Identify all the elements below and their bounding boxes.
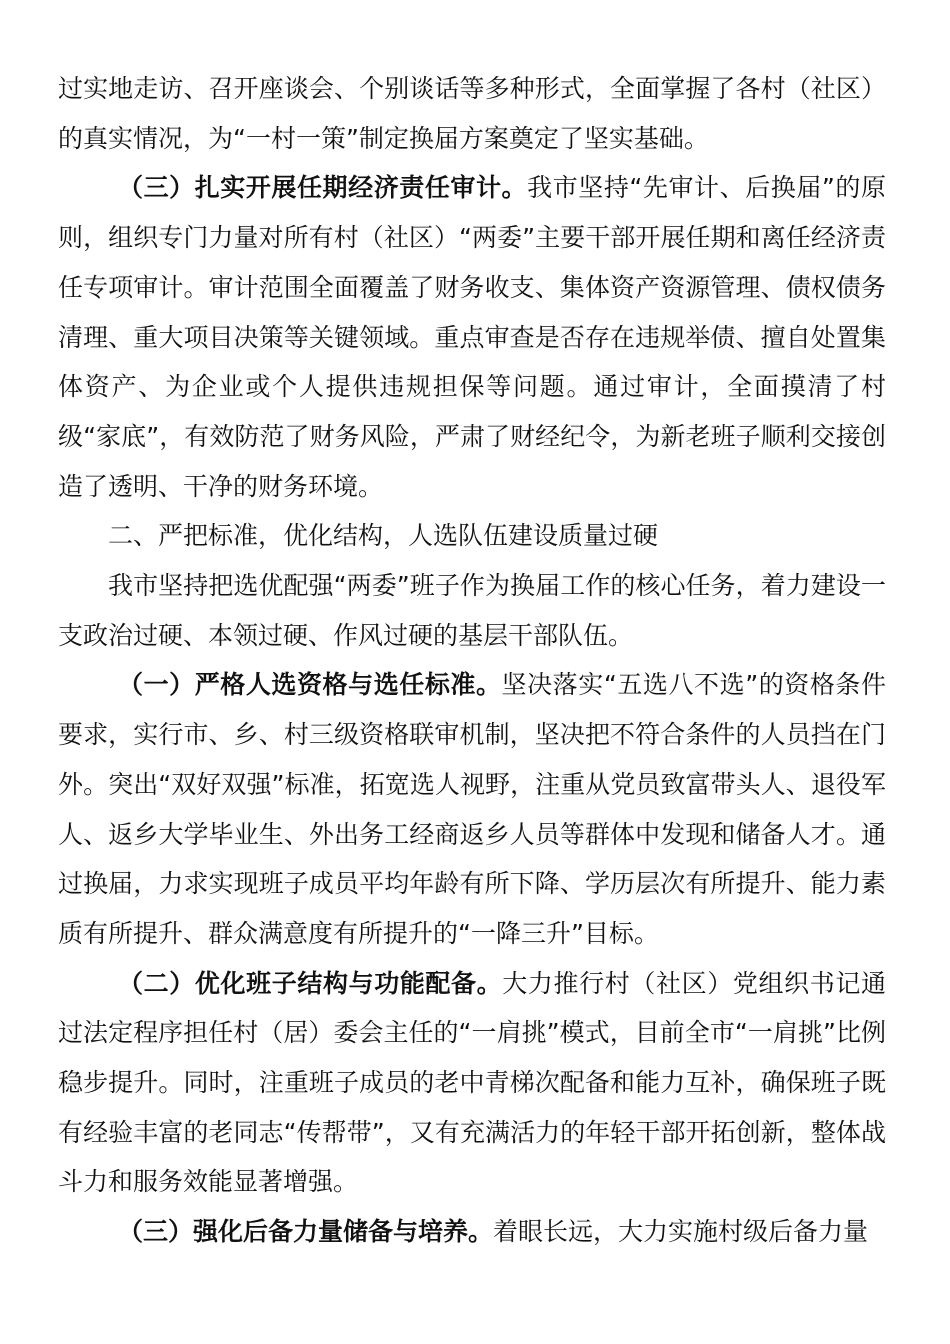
paragraph-reserve: [58, 1207, 886, 1257]
paragraph-audit: [58, 163, 886, 511]
paragraph-chapter-intro: 我市坚持把选优配强“两委”班子作为换届工作的核心任务，着力建设一支政治过硬、本领过硬、作风过硬的基层干部队伍。: [58, 571, 886, 650]
chapter-heading-two: 二、严把标准，优化结构，人选队伍建设质量过硬: [108, 521, 659, 551]
document-page: [58, 64, 886, 1257]
section-body-reserve: 着眼长远，大力实施村级后备力量: [493, 1217, 869, 1247]
section-heading-structure: （二）优化班子结构与功能配备。: [118, 968, 503, 998]
paragraph-structure: [58, 959, 886, 1208]
paragraph-qualification: [58, 660, 886, 958]
section-body-structure: 大力推行村（社区）党组织书记通过法定程序担任村（居）委会主任的“一肩挑”模式，目前全市“一肩挑”比例稳步提升。同时，注重班子成员的老中青梯次配备和能力互补，确保班子既有经验丰富的老同志“传帮带”，又有充满活力的年轻干部开拓创新，整体战斗力和服务效能显著增强。: [58, 968, 886, 1197]
section-heading-audit: （三）扎实开展任期经济责任审计。: [118, 173, 528, 203]
paragraph-continuation: 过实地走访、召开座谈会、个别谈话等多种形式，全面掌握了各村（社区）的真实情况，为“一村一策”制定换届方案奠定了坚实基础。: [58, 74, 886, 153]
section-body-audit: 我市坚持“先审计、后换届”的原则，组织专门力量对所有村（社区）“两委”主要干部开展任期和离任经济责任专项审计。审计范围全面覆盖了财务收支、集体资产资源管理、债权债务清理、重大项目决策等关键领域。重点审查是否存在违规举债、擅自处置集体资产、为企业或个人提供违规担保等问题。通过审计，全面摸清了村级“家底”，有效防范了财务风险，严肃了财经纪令，为新老班子顺利交接创造了透明、干净的财务环境。: [58, 173, 886, 501]
section-body-qualification: 坚决落实“五选八不选”的资格条件要求，实行市、乡、村三级资格联审机制，坚决把不符合条件的人员挡在门外。突出“双好双强”标准，拓宽选人视野，注重从党员致富带头人、退役军人、返乡大学毕业生、外出务工经商返乡人员等群体中发现和储备人才。通过换届，力求实现班子成员平均年龄有所下降、学历层次有所提升、能力素质有所提升、群众满意度有所提升的“一降三升”目标。: [58, 670, 886, 948]
section-heading-reserve: （三）强化后备力量储备与培养。: [118, 1217, 494, 1247]
section-heading-qualification: （一）严格人选资格与选任标准。: [118, 670, 502, 700]
